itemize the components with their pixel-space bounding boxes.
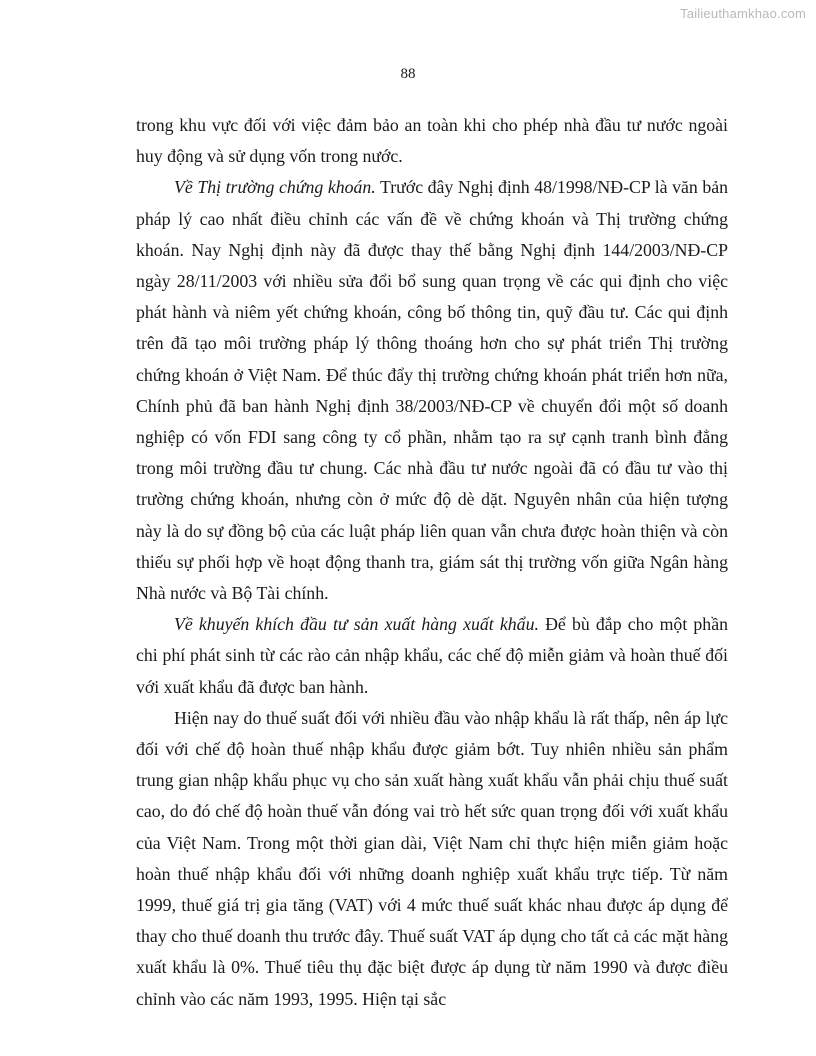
page-number: 88 <box>400 66 416 82</box>
paragraph <box>136 172 728 609</box>
paragraph <box>136 609 728 703</box>
document-body <box>136 110 728 1015</box>
paragraph-text: Hiện nay do thuế suất đối với nhiều đầu vào nhập khẩu là rất thấp, nên áp lực đối với chế độ hoàn thuế nhập khẩu được giảm bớt. Tuy nhiên nhiều sản phẩm trung gian nhập khẩu phục vụ cho sản xuất hàng xuất khẩu vẫn phải chịu thuế suất cao, do đó chế độ hoàn thuế vẫn đóng vai trò hết sức quan trọng đối với xuất khẩu của Việt Nam. Trong một thời gian dài, Việt Nam chỉ thực hiện miễn giảm hoặc hoàn thuế nhập khẩu đối với những doanh nghiệp xuất khẩu trực tiếp. Từ năm 1999, thuế giá trị gia tăng (VAT) với 4 mức thuế suất khác nhau được áp dụng để thay cho thuế doanh thu trước đây. Thuế suất VAT áp dụng cho tất cả các mặt hàng xuất khẩu là 0%. Thuế tiêu thụ đặc biệt được áp dụng từ năm 1990 và được điều chỉnh vào các năm 1993, 1995. Hiện tại sắc <box>136 707 728 1009</box>
paragraph-text: trong khu vực đối với việc đảm bảo an toàn khi cho phép nhà đầu tư nước ngoài huy động và sử dụng vốn trong nước. <box>136 115 728 167</box>
paragraph <box>136 703 728 1015</box>
paragraph-lead: Về Thị trường chứng khoán. <box>174 177 376 198</box>
paragraph <box>136 110 728 172</box>
paragraph-lead: Về khuyến khích đầu tư sản xuất hàng xuất khẩu. <box>174 614 539 635</box>
watermark: Tailieuthamkhao.com <box>680 6 806 21</box>
paragraph-text: Trước đây Nghị định 48/1998/NĐ-CP là văn bản pháp lý cao nhất điều chỉnh các vấn đề về chứng khoán và Thị trường chứng khoán. Nay Nghị định này đã được thay thế bằng Nghị định 144/2003/NĐ-CP ngày 28/11/2003 với nhiều sửa đổi bổ sung quan trọng về các qui định cho việc phát hành và niêm yết chứng khoán, công bố thông tin, quỹ đầu tư. Các qui định trên đã tạo môi trường pháp lý thông thoáng hơn cho sự phát triển Thị trường chứng khoán ở Việt Nam. Để thúc đẩy thị trường chứng khoán phát triển hơn nữa, Chính phủ đã ban hành Nghị định 38/2003/NĐ-CP về chuyển đổi một số doanh nghiệp có vốn FDI sang công ty cổ phần, nhằm tạo ra sự cạnh tranh bình đẳng trong môi trường đầu tư chung. Các nhà đầu tư nước ngoài đã có đầu tư vào thị trường chứng khoán, nhưng còn ở mức độ dè dặt. Nguyên nhân của hiện tượng này là do sự đồng bộ của các luật pháp liên quan vẫn chưa được hoàn thiện và còn thiếu sự phối hợp về hoạt động thanh tra, giám sát thị trường vốn giữa Ngân hàng Nhà nước và Bộ Tài chính. <box>136 177 729 604</box>
paragraph-text: Để bù đắp cho một phần chi phí phát sinh từ các rào cản nhập khẩu, các chế độ miễn giảm và hoàn thuế đối với xuất khẩu đã được ban hành. <box>136 614 728 697</box>
